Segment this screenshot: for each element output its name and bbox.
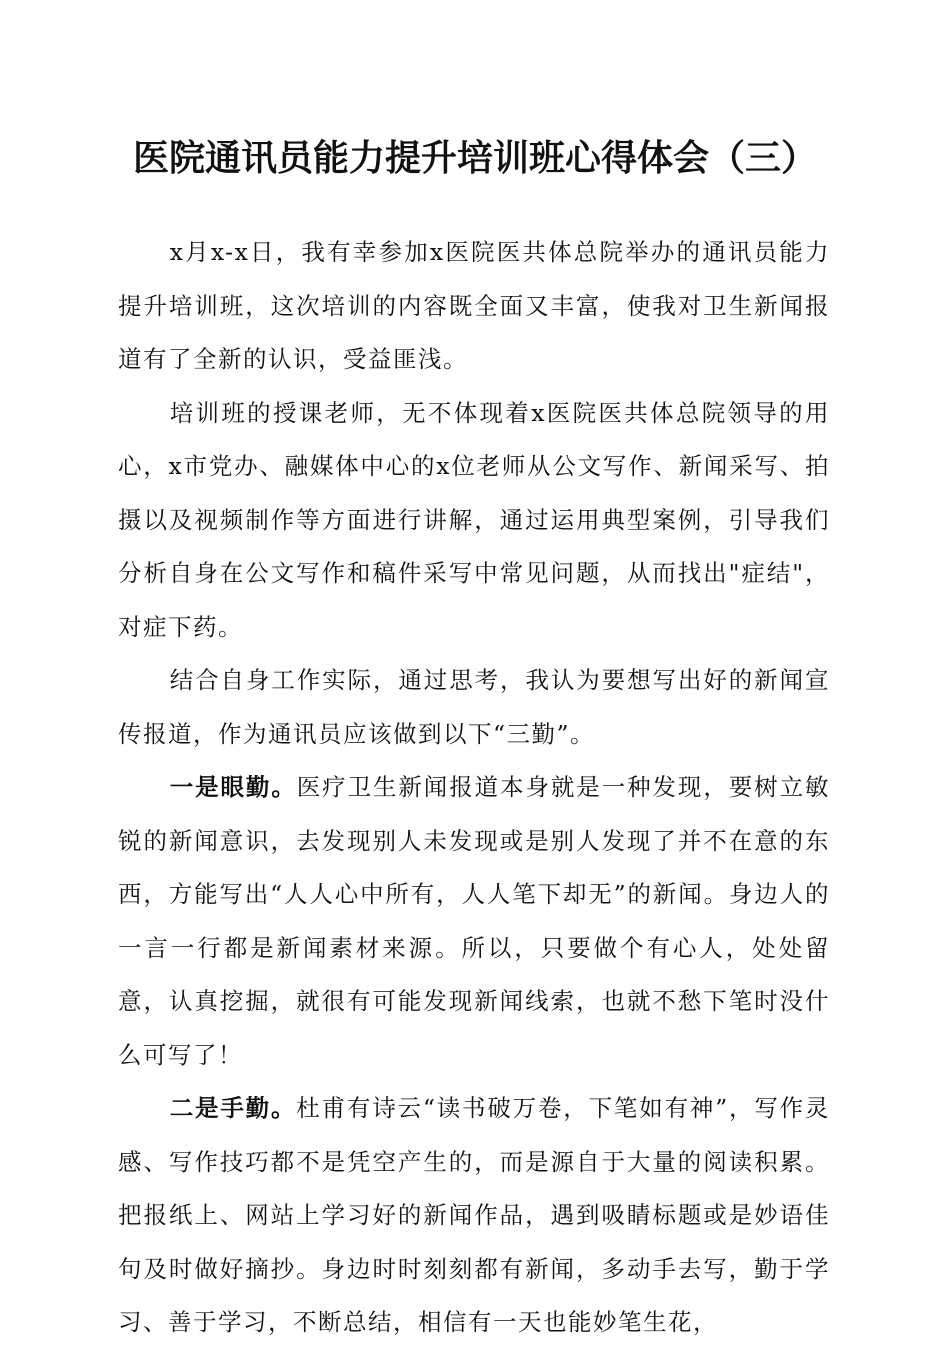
paragraph-text: x月x-x日，我有幸参加x医院医共体总院举办的通讯员能力提升培训班，这次培训的内容既全面又丰富，使我对卫生新闻报道有了全新的认识，受益匪浅。 xyxy=(118,238,830,373)
paragraph-text: 结合自身工作实际，通过思考，我认为要想写出好的新闻宣传报道，作为通讯员应该做到以下“三勤”。 xyxy=(118,666,830,748)
paragraph xyxy=(118,1082,830,1350)
paragraph-text: 杜甫有诗云“读书破万卷，下笔如有神”，写作灵感、写作技巧都不是凭空产生的，而是源自于大量的阅读积累。把报纸上、网站上学习好的新闻作品，遇到吸睛标题或是妙语佳句及时做好摘抄。身边时时刻刻都有新闻，多动手去写，勤于学习、善于学习，不断总结，相信有一天也能妙笔生花， xyxy=(118,1094,830,1336)
document-title: 医院通讯员能力提升培训班心得体会（三） xyxy=(132,137,817,179)
paragraph-lead: 二是手勤。 xyxy=(169,1094,297,1122)
paragraph xyxy=(118,226,830,387)
document-body xyxy=(118,226,830,1350)
paragraph xyxy=(118,761,830,1082)
paragraph xyxy=(118,387,830,655)
paragraph xyxy=(118,654,830,761)
paragraph-text: 培训班的授课老师，无不体现着x医院医共体总院领导的用心，x市党办、融媒体中心的x位老师从公文写作、新闻采写、拍摄以及视频制作等方面进行讲解，通过运用典型案例，引导我们分析自身在公文写作和稿件采写中常见问题，从而找出"症结"，对症下药。 xyxy=(118,398,830,641)
paragraph-lead: 一是眼勤。 xyxy=(169,773,297,801)
paragraph-text: 医疗卫生新闻报道本身就是一种发现，要树立敏锐的新闻意识，去发现别人未发现或是别人发现了并不在意的东西，方能写出“人人心中所有，人人笔下却无”的新闻。身边人的一言一行都是新闻素材来源。所以，只要做个有心人，处处留意，认真挖掘，就很有可能发现新闻线索，也就不愁下笔时没什么可写了！ xyxy=(118,773,830,1069)
